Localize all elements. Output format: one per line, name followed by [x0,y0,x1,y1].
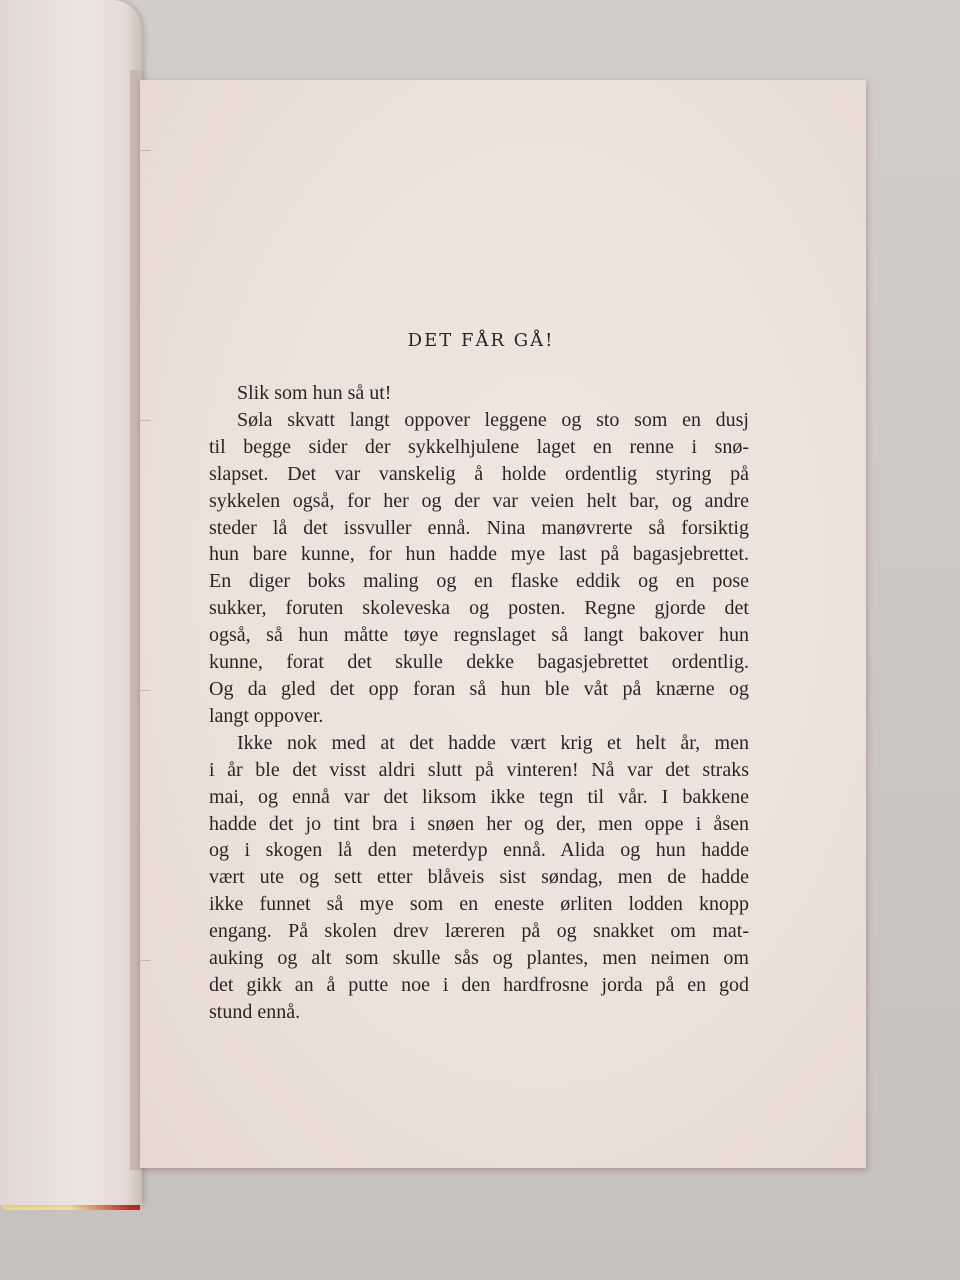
binding-stitch [138,420,150,429]
text-line: steder lå det issvuller ennå. Nina manøvrerte så forsiktig [209,516,749,539]
text-line: det gikk an å putte noe i den hardfrosne jorda på en god [209,973,749,996]
binding-stitch [138,690,150,699]
text-line: og i skogen lå den meterdyp ennå. Alida og hun hadde [209,839,749,862]
text-line: stund ennå. [209,1000,301,1023]
text-line: hadde det jo tint bra i snøen her og der, men oppe i åsen [209,812,749,835]
text-line: Slik som hun så ut! [237,382,392,404]
text-line: sukker, foruten skoleveska og posten. Regne gjorde det [209,597,749,620]
left-page [0,0,142,1205]
text-line: mai, og ennå var det liksom ikke tegn til vår. I bakkene [209,785,749,808]
text-line: til begge sider der sykkelhjulene laget en renne i snø- [209,435,749,458]
chapter-title: DET FÅR GÅ! [407,330,555,351]
text-line: slapset. Det var vanskelig å holde ordentlig styring på [209,462,749,485]
text-line: kunne, forat det skulle dekke bagasjebrettet ordentlig. [209,651,749,674]
text-line: også, så hun måtte tøye regnslaget så langt bakover hun [209,624,749,647]
text-line: En diger boks maling og en flaske eddik og en pose [209,570,749,593]
text-line: hun bare kunne, for hun hadde mye last på bagasjebrettet. [209,543,749,566]
text-line: ikke funnet så mye som en eneste ørliten lodden knopp [209,893,749,916]
text-line: i år ble det visst aldri slutt på vinteren! Nå var det straks [209,758,749,781]
text-line: langt oppover. [209,704,324,727]
text-line: sykkelen også, for her og der var veien helt bar, og andre [209,489,749,512]
text-line: Og da gled det opp foran så hun ble våt på knærne og [209,677,749,700]
binding-stitch [138,960,150,969]
body-text [209,380,749,1026]
text-line: Ikke nok med at det hadde vært krig et helt år, men [237,731,749,754]
text-line: Søla skvatt langt oppover leggene og sto som en dusj [237,408,749,431]
text-line: vært ute og sett etter blåveis sist søndag, men de hadde [209,866,749,889]
text-line: auking og alt som skulle sås og plantes, men neimen om [209,947,749,970]
text-line: engang. På skolen drev læreren på og snakket om mat- [209,920,749,943]
binding-stitch [138,150,150,159]
